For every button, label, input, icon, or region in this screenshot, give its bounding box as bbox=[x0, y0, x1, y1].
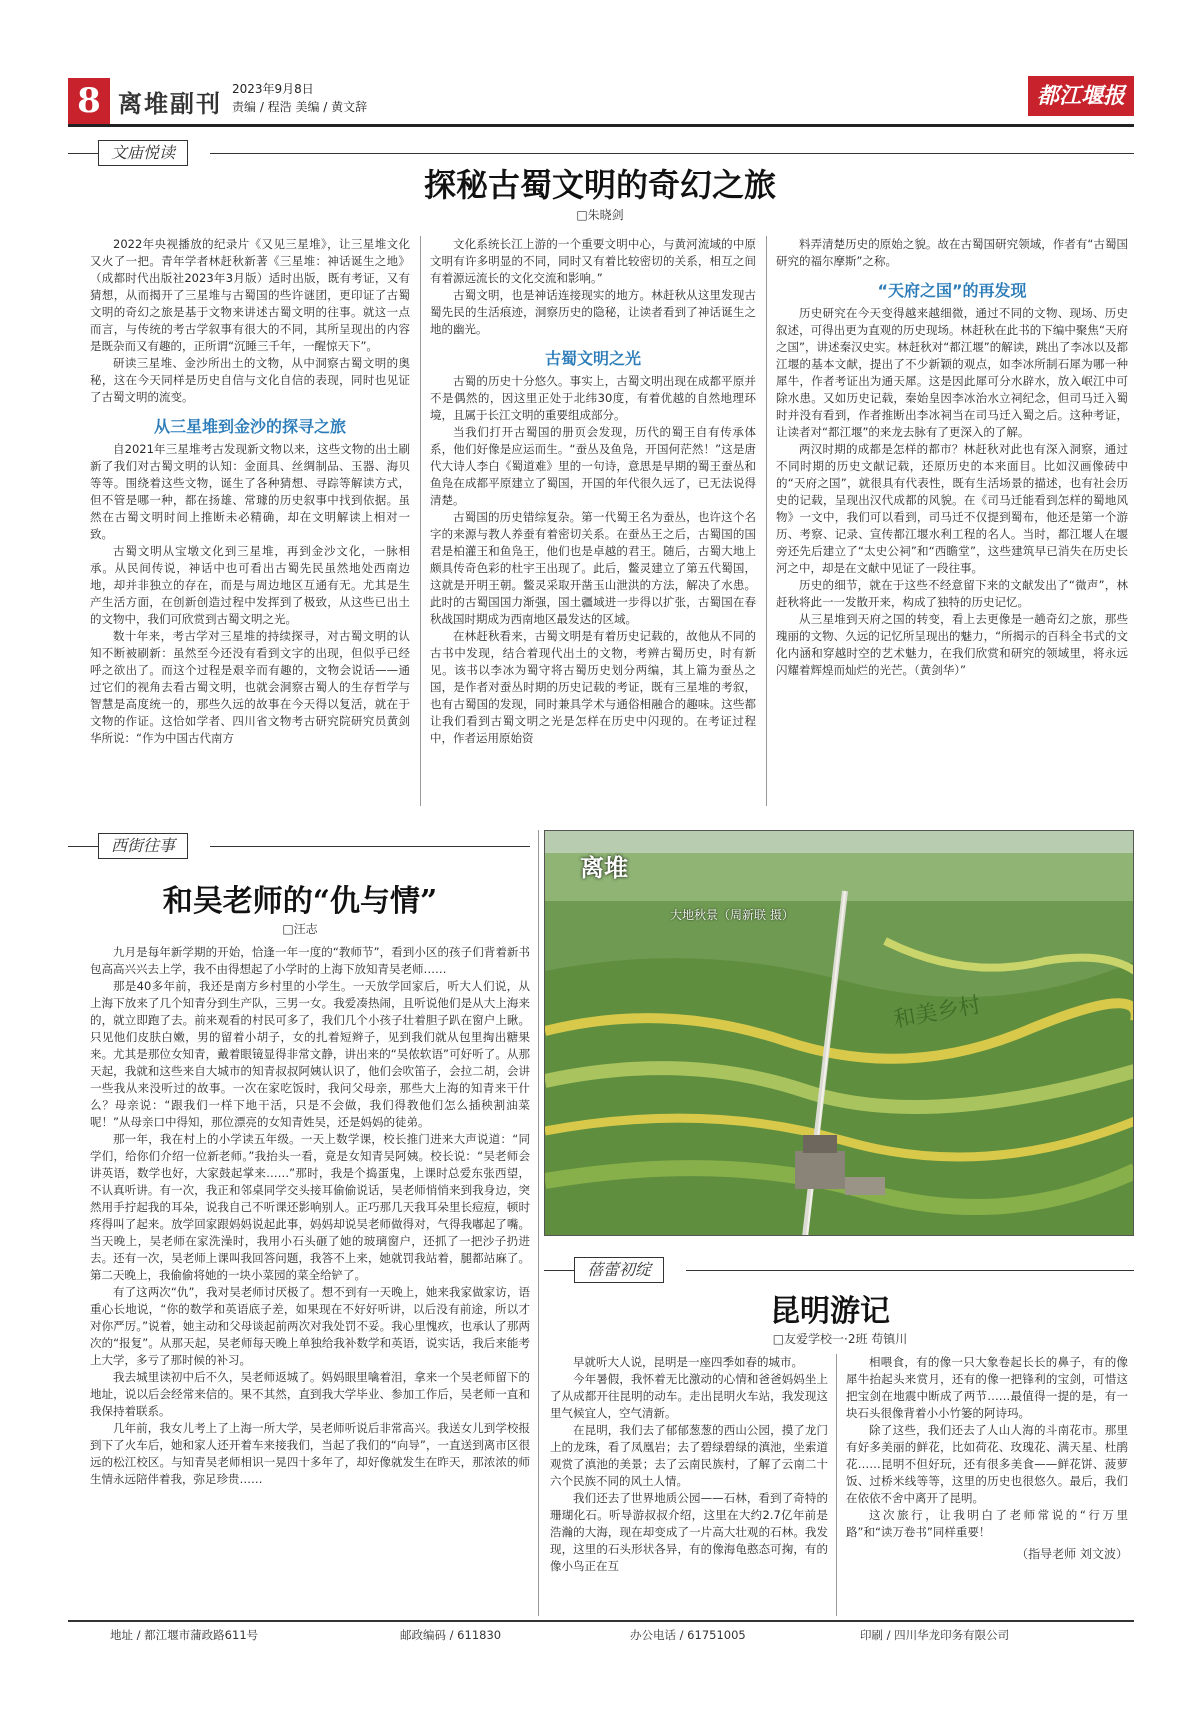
paragraph: 研读三星堆、金沙所出土的文物，从中洞察古蜀文明的奥秘，这在今天同样是历史自信与文化自信的表现，同时也见证了古蜀文明的流变。 bbox=[90, 356, 410, 404]
column-tag-line bbox=[68, 153, 98, 154]
paragraph: 今年暑假，我怀着无比激动的心情和爸爸妈妈坐上了从成都开往昆明的动车。走出昆明火车站，我发现这里气候宜人，空气清新。 bbox=[550, 1372, 828, 1420]
photo-label: 离堆 bbox=[580, 853, 628, 882]
newspaper-logo: 都江堰报 bbox=[1028, 76, 1134, 116]
subheading: 从三星堆到金沙的探寻之旅 bbox=[153, 417, 346, 436]
column-tag-line bbox=[68, 846, 98, 847]
paragraph: 那是40多年前，我还是南方乡村里的小学生。一天放学回家后，听大人们说，从上海下放来了几个知青分到生产队，三男一女。我爱凑热闹，且听说他们是从大上海来的，就立即跑了去。前来观看的村民可多了，我们几个小孩子壮着胆子趴在窗户上瞅。只见他们皮肤白嫩，男的留着小胡子，女的扎着短辫子，见到我们就从包里掏出糖果来。尤其是那位女知青，戴着眼镜显得非常文静，讲出来的“吴侬软语”可好听了。从那天起，我就和这些来自大城市的知青叔叔阿姨认识了，他们会吹笛子，会拉二胡，会讲一些我从来没听过的故事。一次在家吃饭时，我问父母亲，那些大上海的知青来干什么？母亲说：“跟我们一样下地干活，只是不会做，我们得教他们怎么插秧割油菜呢！”从母亲口中得知，那位漂亮的女知青姓吴，还是妈妈的徒弟。 bbox=[90, 979, 530, 1129]
paragraph: 我去城里读初中后不久，吴老师返城了。妈妈眼里噙着泪，拿来一个吴老师留下的地址，说以后会经常来信的。果不其然，直到我大学毕业、参加工作后，吴老师一直和我保持着联系。 bbox=[90, 1370, 530, 1418]
article2-body bbox=[90, 944, 530, 1488]
column-tag-line bbox=[210, 153, 1134, 154]
column-tag-beilei: 蓓蕾初绽 bbox=[574, 1257, 664, 1283]
paragraph: 这次旅行，让我明白了老师常说的“行万里路”和“读万卷书”同样重要！ bbox=[846, 1508, 1128, 1539]
paragraph: 早就听大人说，昆明是一座四季如春的城市。 bbox=[573, 1355, 803, 1369]
landscape-photo bbox=[544, 830, 1134, 1236]
article-byline: □汪志 bbox=[282, 922, 318, 936]
article-title: 昆明游记 bbox=[770, 1294, 890, 1329]
column-tag-line bbox=[210, 846, 530, 847]
subheading: “天府之国”的再发现 bbox=[877, 281, 1027, 300]
footer-printer: 印刷 / 四川华龙印务有限公司 bbox=[860, 1628, 1010, 1642]
paragraph: 料弄清楚历史的原始之貌。故在古蜀国研究领域，作者有“古蜀国研究的福尔摩斯”之称。 bbox=[776, 237, 1128, 268]
column-tag-xijie: 西街往事 bbox=[98, 833, 188, 859]
paragraph: 当我们打开古蜀国的册页会发现，历代的蜀王自有传承体系，他们好像是应运而生。“蚕丛及鱼凫，开国何茫然！”这是唐代大诗人李白《蜀道难》里的一句诗，意思是早期的蜀王蚕丛和鱼凫在成都平原建立了蜀国，开国的年代很久远了，已无法说得清楚。 bbox=[430, 425, 756, 507]
paragraph: 相喂食，有的像一只大象卷起长长的鼻子，有的像犀牛抬起头来赏月，还有的像一把锋利的宝剑，可惜这把宝剑在地震中断成了两节……最值得一提的是，有一块石头很像背着小小竹篓的阿诗玛。 bbox=[846, 1355, 1128, 1420]
column-divider bbox=[766, 236, 767, 806]
photo-caption: 大地秋景（周新联 摄） bbox=[670, 908, 794, 922]
issue-date: 2023年9月8日 bbox=[232, 82, 314, 96]
page-number: 8 bbox=[68, 78, 110, 124]
farmland-image bbox=[545, 831, 1134, 1236]
paragraph: 那一年，我在村上的小学读五年级。一天上数学课，校长推门进来大声说道：“同学们，给你们介绍一位新老师。”我抬头一看，竟是女知青吴阿姨。校长说：“吴老师会讲英语，数学也好，大家鼓起掌来……”那时，我是个捣蛋鬼，上课时总爱东张西望，不认真听讲。有一次，我正和邻桌同学交头接耳偷偷说话，吴老师悄悄来到我身边，突然用手拧起我的耳朵，说我自己不听课还影响别人。正巧那几天我耳朵里长痘痘，顿时疼得叫了起来。放学回家跟妈妈说起此事，妈妈却说吴老师做得对，气得我嘟起了嘴。当天晚上，吴老师在家洗澡时，我用小石头砸了她的玻璃窗户，还抓了一把沙子扔进去。还有一次，吴老师上课叫我回答问题，我答不上来，她就罚我站着，腿都站麻了。第二天晚上，我偷偷将她的一块小菜园的菜全给铲了。 bbox=[90, 1132, 530, 1282]
paragraph: 自2021年三星堆考古发现新文物以来，这些文物的出土刷新了我们对古蜀文明的认知：金面具、丝绸制品、玉器、海贝等等。围绕着这些文物，诞生了各种猜想、寻踪等解读方式，但不管是哪一种，都在扬雄、常璩的历史叙事中找到依据。虽然在古蜀文明时间上推断未必精确，却在文明解读上相对一致。 bbox=[90, 442, 410, 541]
field-lettering: 和美乡村 bbox=[891, 993, 983, 1033]
paragraph: 古蜀国的历史错综复杂。第一代蜀王名为蚕丛，也许这个名字的来源与教人养蚕有着密切关系。在蚕丛王之后，古蜀国的国君是柏灌王和鱼凫王，他们也是卓越的君王。随后，古蜀大地上颇具传奇色彩的杜宇王出现了。此后，鳖灵建立了第五代蜀国，这就是开明王朝。鳖灵采取开凿玉山泄洪的方法，解决了水患。此时的古蜀国国力渐强，国土疆域进一步得以扩张，古蜀国在春秋战国时期成为西南地区最发达的区域。 bbox=[430, 510, 756, 626]
article1-column-1 bbox=[90, 236, 410, 747]
paragraph: 历史研究在今天变得越来越细微，通过不同的文物、现场、历史叙述，可得出更为直观的历史现场。林赶秋在此书的下编中聚焦“天府之国”，讲述秦汉史实。林赶秋对“都江堰”的解读，跳出了李冰以及都江堰的基本文献，提出了不少新颖的观点，如李冰所制石犀为哪一种犀牛，作者考证出为通天犀。这是因此犀可分水辟水，放入岷江中可除水患。又如历史记载，秦始皇因李冰治水立祠纪念，但司马迁入蜀时并没有看到，作者推断出李冰祠当在司马迁入蜀之后。这种考证，让读者对“都江堰”的来龙去脉有了更深入的了解。 bbox=[776, 306, 1128, 439]
paragraph: 古蜀文明从宝墩文化到三星堆，再到金沙文化，一脉相承。从民间传说，神话中也可看出古蜀先民虽然地处西南边地，却并非独立的存在，而是与周边地区互通有无。尤其是生产生活方面，在创新创造过程中发挥到了极致，从这些已出土的文物中，我们可欣赏到古蜀文明之光。 bbox=[90, 544, 410, 626]
footer-address: 地址 / 都江堰市蒲政路611号 bbox=[110, 1628, 259, 1642]
column-tag-line bbox=[544, 1270, 574, 1271]
column-divider bbox=[420, 236, 421, 806]
editors-credit: 责编 / 程浩 美编 / 黄文辞 bbox=[232, 100, 368, 114]
article3-column-2 bbox=[846, 1354, 1128, 1562]
paragraph: 文化系统长江上游的一个重要文明中心，与黄河流域的中原文明有许多明显的不同，同时又有着比较密切的关系，相互之间有着源远流长的文化交流和影响。” bbox=[430, 237, 756, 285]
article1-column-2 bbox=[430, 236, 756, 747]
paragraph: 两汉时期的成都是怎样的都市？林赶秋对此也有深入洞察，通过不同时期的历史文献记载，还原历史的本来面目。比如汉画像砖中的“天府之国”，就很具有代表性，既有生活场景的描述，也有社会历史的记载，呈现出汉代成都的风貌。在《司马迁能看到怎样的蜀地风物》一文中，我们可以看到，司马迁不仅提到蜀布，他还是第一个游历、考察、记录、宣传都江堰水利工程的名人。当时，都江堰人在堰旁还先后建立了“太史公祠”和“西瞻堂”，这些建筑早已消失在历史长河之中，却是在文献中见证了一段往事。 bbox=[776, 442, 1128, 575]
header-rule bbox=[68, 124, 1134, 127]
article1-column-3 bbox=[776, 236, 1128, 679]
column-divider bbox=[836, 1354, 837, 1616]
paragraph: 古蜀的历史十分悠久。事实上，古蜀文明出现在成都平原并不是偶然的，因这里正处于北纬30度，有着优越的自然地理环境，且属于长江文明的重要组成部分。 bbox=[430, 374, 756, 422]
paragraph: 除了这些，我们还去了人山人海的斗南花市。那里有好多美丽的鲜花，比如荷花、玫瑰花、满天星、杜鹃花……昆明不但好玩，还有很多美食——鲜花饼、菠萝饭、过桥米线等等，这里的历史也很悠久。最后，我们在依依不舍中离开了昆明。 bbox=[846, 1423, 1128, 1505]
column-tag-wenmiao: 文庙悦读 bbox=[98, 140, 188, 166]
paragraph: 九月是每年新学期的开始，恰逢一年一度的“教师节”，看到小区的孩子们背着新书包高高兴兴去上学，我不由得想起了小学时的上海下放知青吴老师…… bbox=[90, 945, 530, 976]
paragraph: 2022年央视播放的纪录片《又见三星堆》，让三星堆文化又火了一把。青年学者林赶秋新著《三星堆：神话诞生之地》（成都时代出版社2023年3月版）适时出版，既有考证，又有猜想，从而揭开了三星堆与古蜀国的些许谜团，更印证了古蜀文明的奇幻之旅是基于文物来讲述古蜀文明的往事。就这一点而言，与传统的考古学叙事有很大的不同，其所呈现出的内容是既杂而又有趣的，正所谓“沉睡三千年，一醒惊天下”。 bbox=[90, 237, 410, 353]
article-byline: □朱晓剑 bbox=[576, 208, 624, 222]
article-title: 和吴老师的“仇与情” bbox=[162, 884, 438, 919]
paragraph: 从三星堆到天府之国的转变，看上去更像是一趟奇幻之旅，那些瑰丽的文物、久远的记忆所呈现出的魅力，“所揭示的百科全书式的文化内涵和穿越时空的艺术魅力，在我们欣赏和研究的领域里，将永远闪耀着辉煌而灿烂的光芒。（黄剑华）” bbox=[776, 612, 1128, 677]
paragraph: 在林赶秋看来，古蜀文明是有着历史记载的，故他从不同的古书中发现，结合着现代出土的文物，考辨古蜀历史，时有新见。该书以李冰为蜀守将古蜀历史划分两编，其上篇为蚕丛之国，是作者对蚕丛时期的历史记载的考证，既有三星堆的考叙，也有古蜀国的发现，同时兼具学术与通俗相融合的趣味。这些都让我们看到古蜀文明之光是怎样在历史中闪现的。在考证过程中，作者运用原始资 bbox=[430, 629, 756, 745]
article-byline: □友爱学校一·2班 苟镇川 bbox=[772, 1332, 908, 1346]
section-title: 离堆副刊 bbox=[118, 90, 222, 118]
paragraph: 古蜀文明，也是神话连接现实的地方。林赶秋从这里发现古蜀先民的生活痕迹，洞察历史的隐秘，让读者看到了神话诞生之地的幽光。 bbox=[430, 288, 756, 336]
subheading: 古蜀文明之光 bbox=[544, 349, 641, 368]
article3-column-1 bbox=[550, 1354, 828, 1575]
paragraph: 历史的细节，就在于这些不经意留下来的文献发出了“微声”，林赶秋将此一一发散开来，构成了独特的历史记忆。 bbox=[776, 578, 1128, 609]
article-title: 探秘古蜀文明的奇幻之旅 bbox=[423, 166, 776, 204]
footer-postcode: 邮政编码 / 611830 bbox=[400, 1628, 502, 1642]
paragraph: 有了这两次“仇”，我对吴老师讨厌极了。想不到有一天晚上，她来我家做家访，语重心长地说，“你的数学和英语底子差，如果现在不好好听讲，以后没有前途，所以才对你严厉。”说着，她主动和父母谈起前两次对我处罚不妥。我心里愧疚，也承认了那两次的“报复”。从那天起，吴老师每天晚上单独给我补数学和英语，说实话，我后来能考上大学，多亏了那时候的补习。 bbox=[90, 1285, 530, 1367]
teacher-credit: （指导老师 刘文波） bbox=[1016, 1547, 1128, 1561]
paragraph: 数十年来，考古学对三星堆的持续探寻，对古蜀文明的认知不断被刷新：虽然至今还没有看到文字的出现，但似乎已经呼之欲出了。而这个过程是艰辛而有趣的，文物会说话——通过它们的视角去看古蜀文明，也就会洞察古蜀人的生存哲学与智慧是高度统一的，那些久远的故事在今天得以复活，就在于文物的作证。这恰如学者、四川省文物考古研究院研究员黄剑华所说：“作为中国古代南方 bbox=[90, 629, 410, 745]
footer-rule bbox=[68, 1620, 1134, 1622]
paragraph: 几年前，我女儿考上了上海一所大学，吴老师听说后非常高兴。我送女儿到学校报到下了火车后，她和家人还开着车来接我们，当起了我们的“向导”，一直送到离市区很远的松江校区。与知青吴老师相识一晃四十多年了，却好像就发生在昨天，那浓浓的师生情永远陪伴着我，弥足珍贵…… bbox=[90, 1421, 530, 1486]
column-divider bbox=[538, 830, 539, 1616]
footer-phone: 办公电话 / 61751005 bbox=[630, 1628, 746, 1642]
paragraph: 我们还去了世界地质公园——石林，看到了奇特的珊瑚化石。听导游叔叔介绍，这里在大约2.7亿年前是浩瀚的大海，现在却变成了一片高大壮观的石林。我发现，这里的石头形状各异，有的像海龟憨态可掬，有的像小鸟正在互 bbox=[550, 1491, 828, 1573]
paragraph: 在昆明，我们去了郁郁葱葱的西山公园，摸了龙门上的龙珠，看了凤凰岩；去了碧绿碧绿的滇池，坐索道观赏了滇池的美景；去了云南民族村，了解了云南二十六个民族不同的风土人情。 bbox=[550, 1423, 828, 1488]
column-tag-line bbox=[686, 1270, 1134, 1271]
